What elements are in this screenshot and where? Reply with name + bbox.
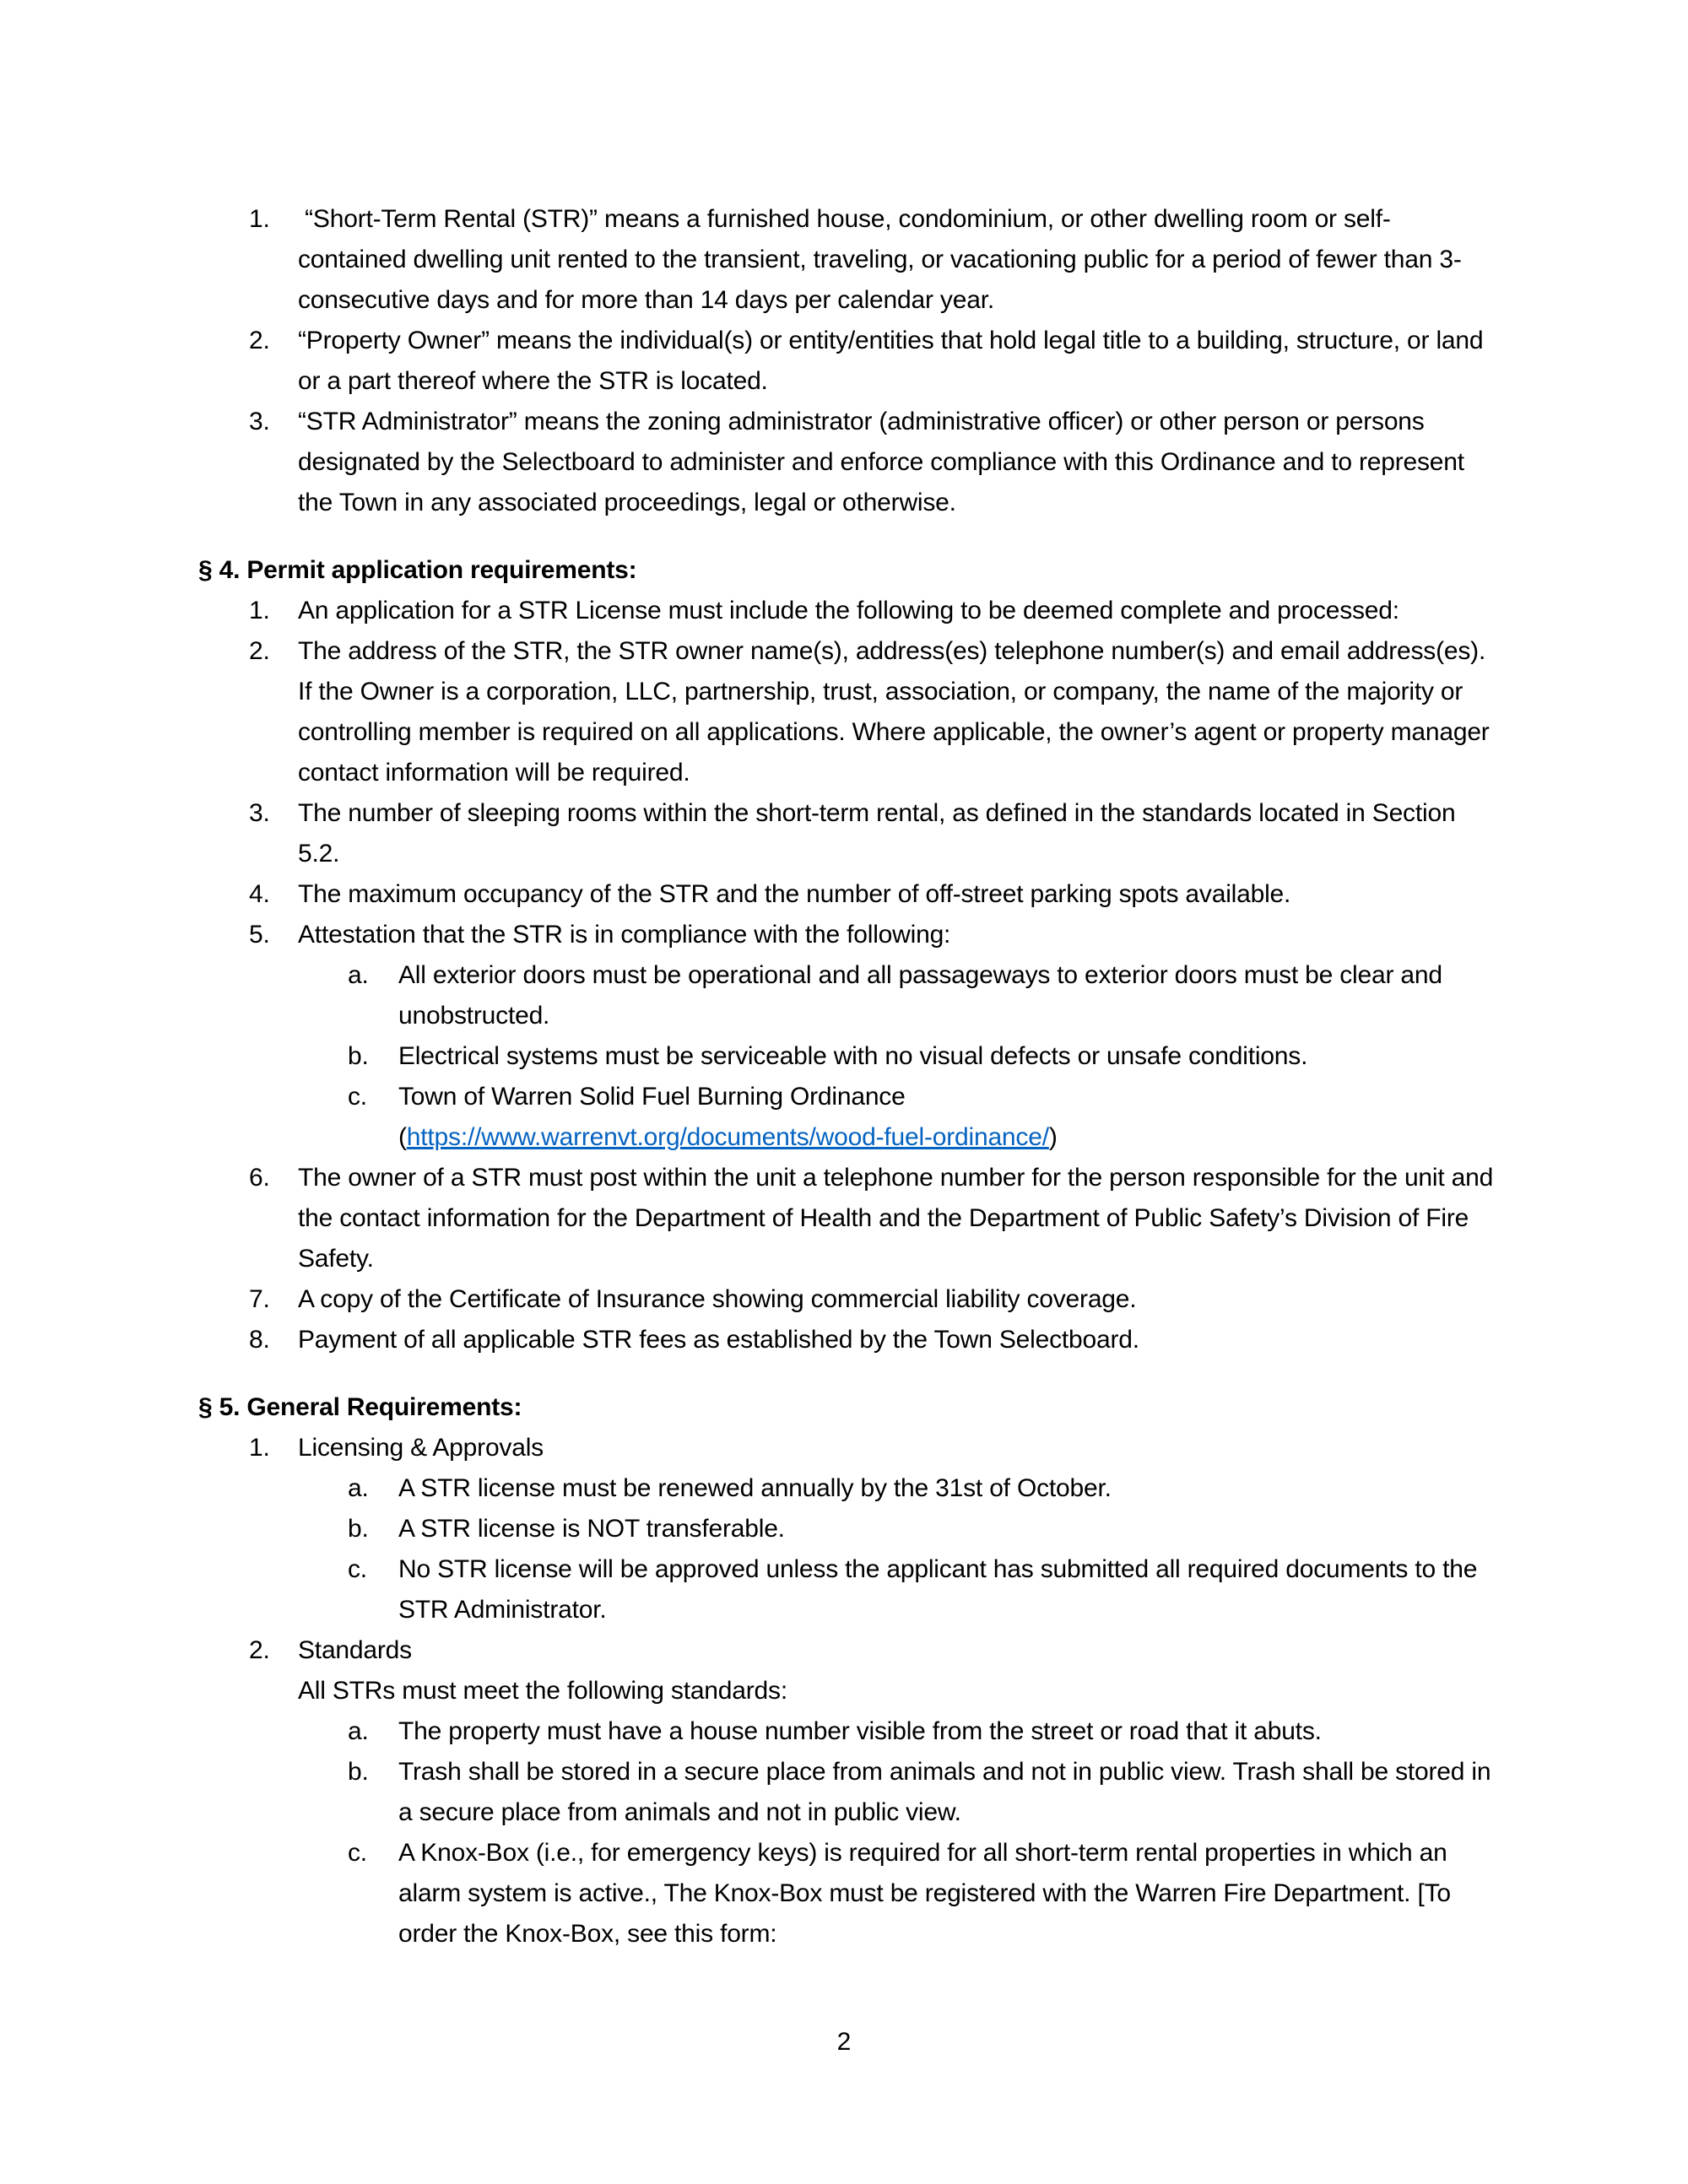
link-open-paren: ( (398, 1123, 407, 1151)
list-marker: 4. (249, 880, 270, 908)
list-item-text: All exterior doors must be operational and all passageways to exterior doors must be clear and unobstructed. (398, 961, 1442, 1030)
list-item (198, 1711, 1498, 1752)
list-item (198, 1036, 1498, 1077)
list-item (198, 793, 1498, 874)
list-marker: a. (348, 1717, 369, 1745)
section-5-list (198, 1428, 1498, 1954)
list-marker: 1. (249, 597, 270, 624)
list-item-text: “STR Administrator” means the zoning administrator (administrative officer) or other person or persons designated by the Selectboard to administer and enforce compliance with this Ordinance and to represent the Town in any associated proceedings, legal or otherwise. (298, 408, 1464, 516)
section-5-heading: § 5. General Requirements: (198, 1393, 522, 1421)
list-item (198, 1468, 1498, 1509)
list-item (198, 915, 1498, 955)
list-item-text: “Property Owner” means the individual(s) or entity/entities that hold legal title to a building, structure, or land or a part thereof where the STR is located. (298, 327, 1484, 395)
section-4-heading: § 4. Permit application requirements: (198, 556, 637, 584)
list-item-text: Electrical systems must be serviceable with no visual defects or unsafe conditions. (398, 1042, 1308, 1070)
list-item (198, 1077, 1498, 1158)
list-marker: 3. (249, 799, 270, 827)
link-wrapper (398, 1123, 1058, 1151)
section-4-list (198, 591, 1498, 1360)
list-marker: c. (348, 1839, 367, 1867)
list-item-text: A Knox-Box (i.e., for emergency keys) is required for all short-term rental properties in which an alarm system is active., The Knox-Box must be registered with the Warren Fire Department. [To order the Knox-Box, see this form: (398, 1839, 1451, 1948)
list-marker: b. (348, 1758, 369, 1786)
list-item (198, 402, 1498, 523)
list-item-text: Attestation that the STR is in compliance with the following: (298, 921, 951, 949)
list-item-text: The number of sleeping rooms within the short-term rental, as defined in the standards located in Section 5.2. (298, 799, 1456, 868)
list-item (198, 1509, 1498, 1549)
link-close-paren: ) (1048, 1123, 1058, 1151)
solid-fuel-ordinance-text: Town of Warren Solid Fuel Burning Ordinance (398, 1083, 906, 1111)
list-item-text: A STR license is NOT transferable. (398, 1515, 785, 1543)
wood-fuel-ordinance-link[interactable]: https://www.warrenvt.org/documents/wood-fuel-ordinance/ (406, 1123, 1049, 1151)
list-item (198, 631, 1498, 793)
list-item-text: An application for a STR License must include the following to be deemed complete and processed: (298, 597, 1399, 624)
list-item-text: A STR license must be renewed annually by the 31st of October. (398, 1474, 1112, 1502)
list-item-text: Trash shall be stored in a secure place from animals and not in public view. Trash shall be stored in a secure place from animals and not in public view. (398, 1758, 1491, 1826)
list-item (198, 1320, 1498, 1360)
list-marker: a. (348, 961, 369, 989)
list-item (198, 874, 1498, 915)
list-marker: 5. (249, 921, 270, 949)
list-marker: 2. (249, 637, 270, 665)
list-marker: 3. (249, 408, 270, 435)
list-item-text: The owner of a STR must post within the unit a telephone number for the person responsible for the unit and the contact information for the Department of Health and the Department of Public Safety’s Division of Fire Safety. (298, 1164, 1494, 1273)
list-item-text: The address of the STR, the STR owner name(s), address(es) telephone number(s) and email address(es). If the Owner is a corporation, LLC, partnership, trust, association, or company, the name of the majority or controlling member is required on all applications. Where applicable, the owner’s agent or property manager contact information will be required. (298, 637, 1490, 787)
list-marker: a. (348, 1474, 369, 1502)
definitions-list (198, 199, 1498, 523)
list-marker: b. (348, 1515, 369, 1543)
list-marker: 7. (249, 1285, 270, 1313)
list-marker: 2. (249, 1636, 270, 1664)
list-item-text: The property must have a house number visible from the street or road that it abuts. (398, 1717, 1322, 1745)
list-marker: 6. (249, 1164, 270, 1192)
list-marker: b. (348, 1042, 369, 1070)
list-item-text: “Short-Term Rental (STR)” means a furnished house, condominium, or other dwelling room or self-contained dwelling unit rented to the transient, traveling, or vacationing public for a period of fewer than 3- consecutive days and for more than 14 days per calendar year. (298, 205, 1469, 314)
list-item (198, 1630, 1498, 1671)
list-item (198, 1549, 1498, 1630)
list-marker: c. (348, 1555, 367, 1583)
list-marker: 2. (249, 327, 270, 354)
page-number: 2 (836, 2028, 852, 2056)
list-item-text: Payment of all applicable STR fees as established by the Town Selectboard. (298, 1326, 1139, 1354)
list-item-text: Licensing & Approvals (298, 1434, 544, 1462)
standards-intro: All STRs must meet the following standards: (298, 1677, 787, 1705)
list-marker: 1. (249, 205, 270, 233)
list-item-text: The maximum occupancy of the STR and the number of off-street parking spots available. (298, 880, 1291, 908)
list-item (198, 321, 1498, 402)
list-marker: 1. (249, 1434, 270, 1462)
list-item (198, 955, 1498, 1036)
list-item (198, 1428, 1498, 1468)
list-item (198, 1752, 1498, 1833)
list-item (198, 1833, 1498, 1954)
list-marker: c. (348, 1083, 367, 1111)
list-item-text: A copy of the Certificate of Insurance showing commercial liability coverage. (298, 1285, 1137, 1313)
list-item (198, 591, 1498, 631)
list-item (198, 199, 1498, 321)
list-item-text (398, 1083, 1058, 1151)
list-item-text: No STR license will be approved unless the applicant has submitted all required documents to the STR Administrator. (398, 1555, 1478, 1624)
list-marker: 8. (249, 1326, 270, 1354)
list-item-text: Standards (298, 1636, 412, 1664)
ordinance-document-page (198, 199, 1498, 1954)
list-item (198, 1279, 1498, 1320)
list-item (198, 1158, 1498, 1279)
